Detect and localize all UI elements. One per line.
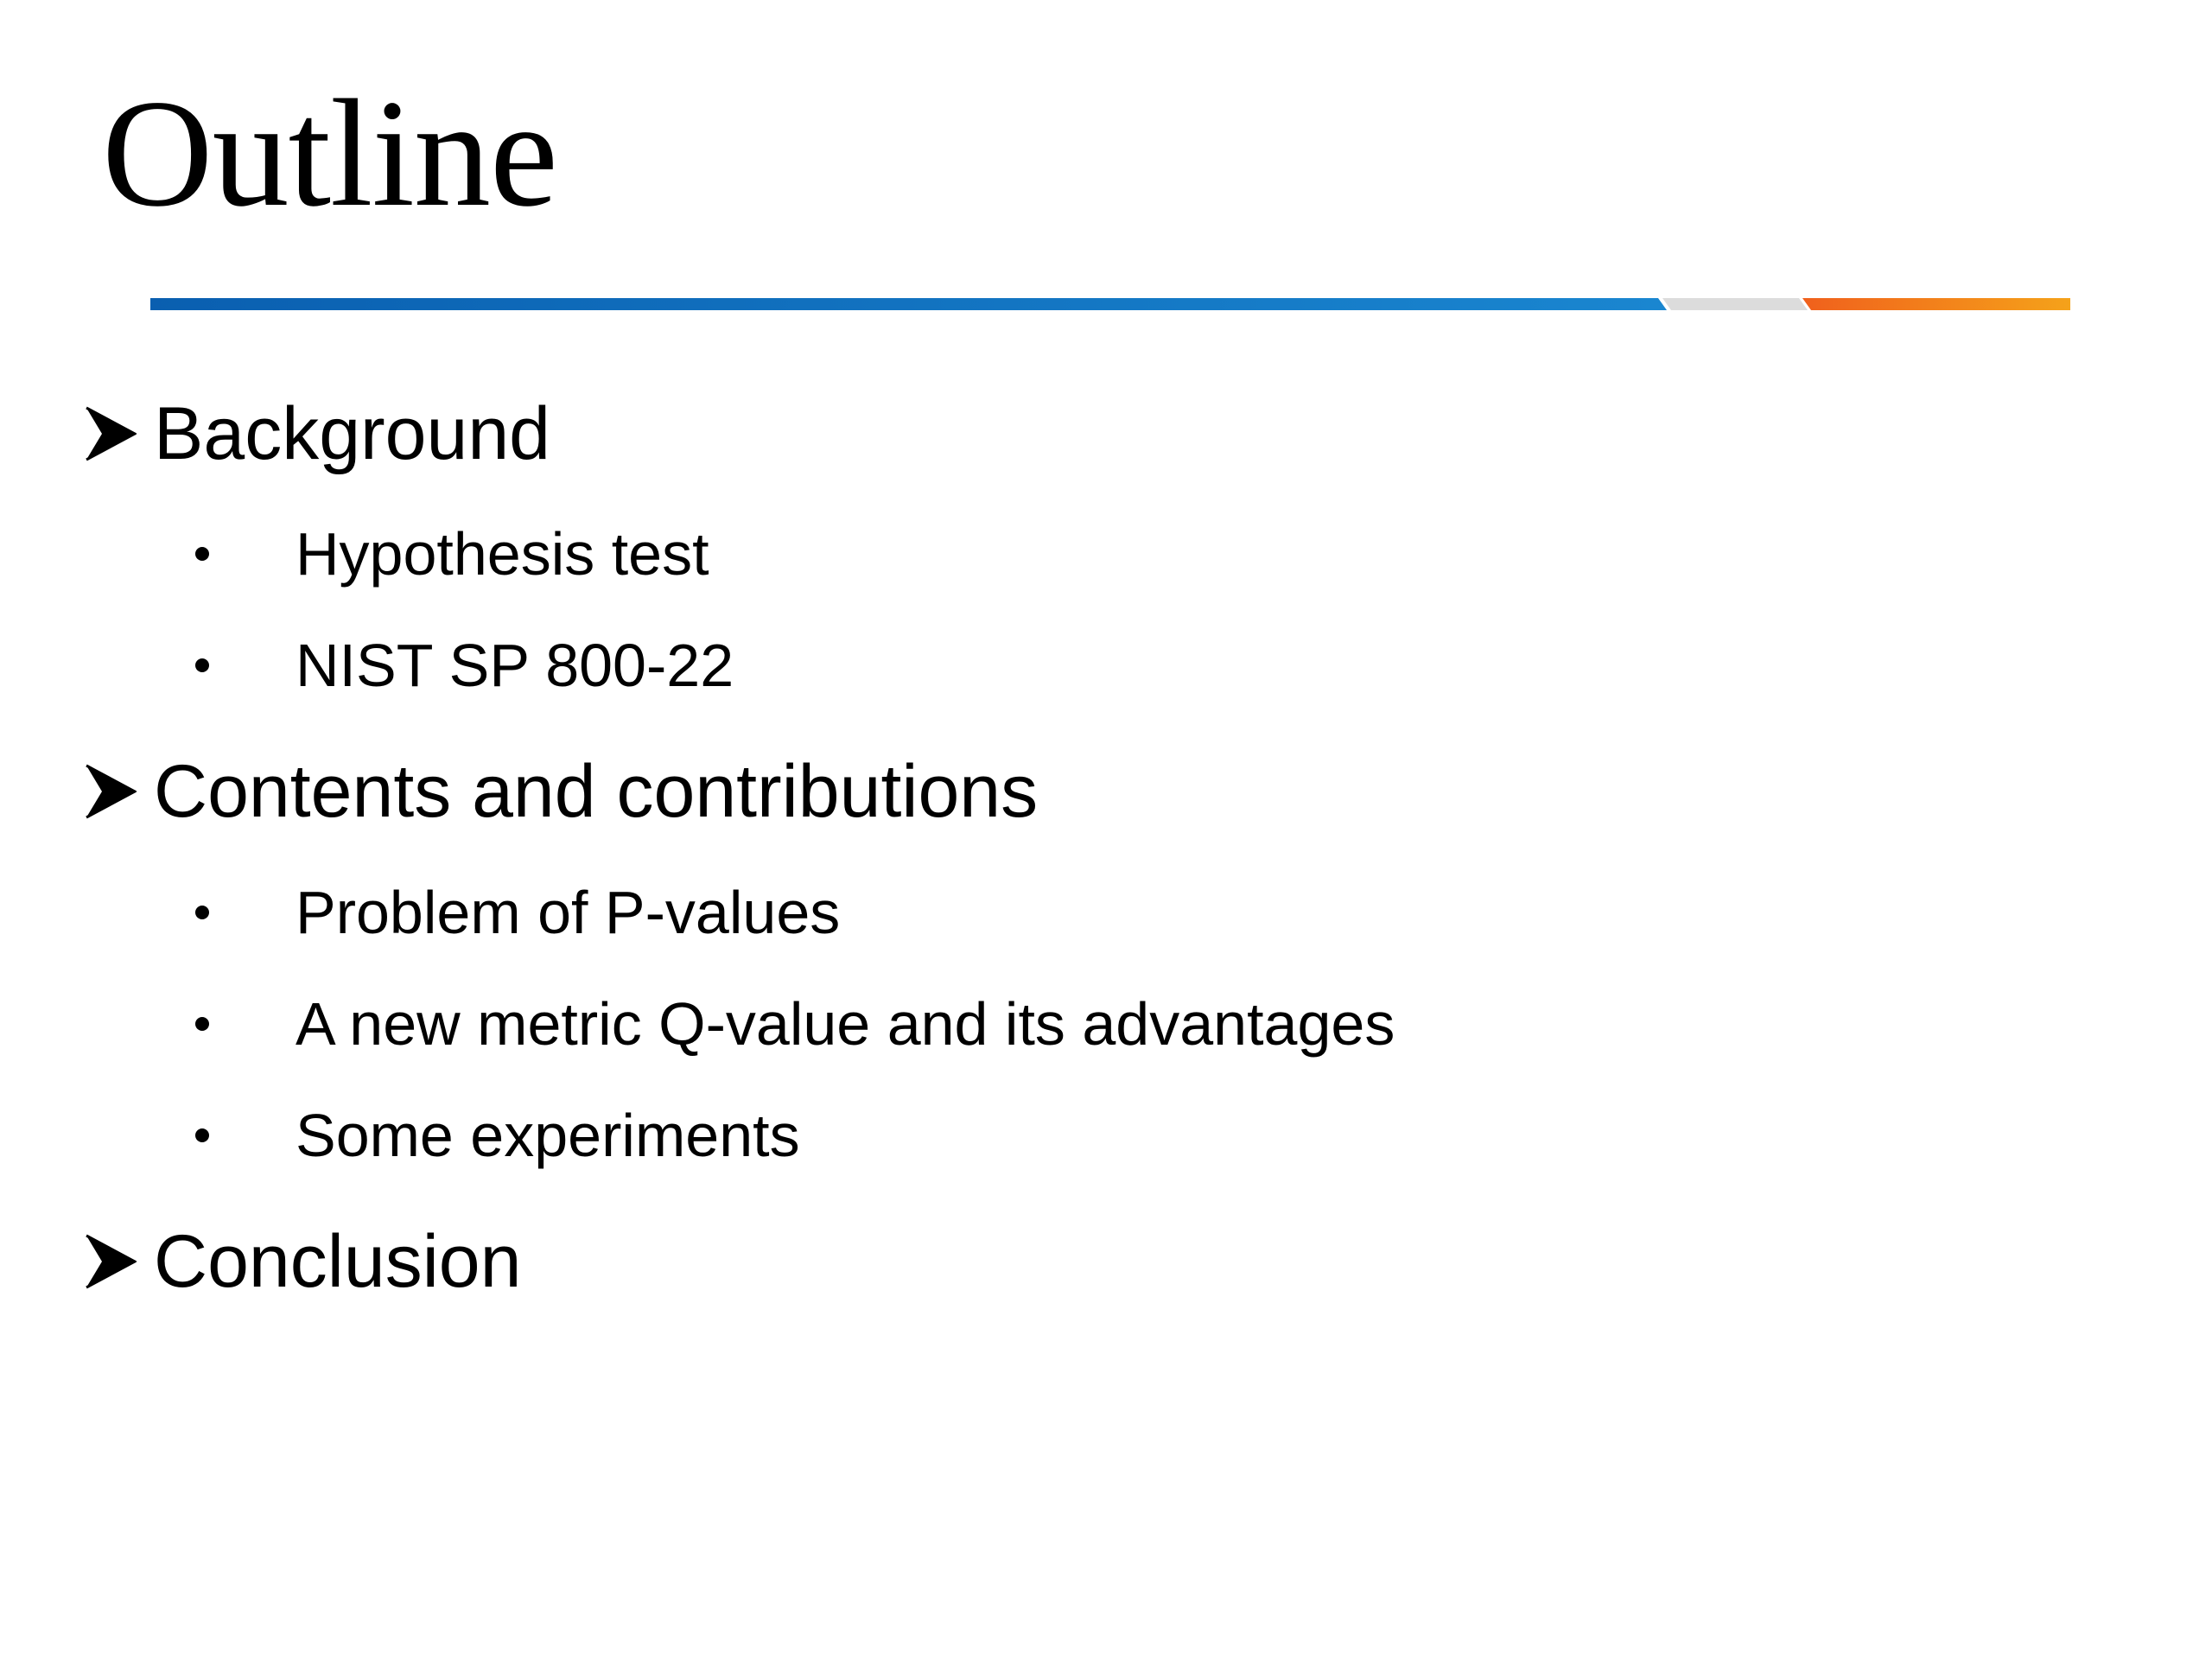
- bullet-dot: [195, 1017, 209, 1031]
- title-divider: [150, 296, 2070, 312]
- bullet-dot: [195, 547, 209, 561]
- list-item-p-values: [195, 874, 840, 951]
- slide-title: Outline: [102, 67, 557, 238]
- section-contents: [85, 744, 1038, 839]
- section-label: Contents and contributions: [154, 750, 1039, 833]
- bullet-dot: [195, 906, 209, 919]
- list-item-q-value: [195, 985, 1395, 1063]
- divider-graphic: [150, 296, 2070, 312]
- section-label: Background: [154, 392, 550, 475]
- arrowhead-icon: [85, 406, 137, 461]
- bullet-dot: [195, 658, 209, 672]
- arrowhead-icon: [85, 764, 137, 819]
- item-label: Some experiments: [296, 1102, 800, 1169]
- list-item-experiments: [195, 1096, 800, 1174]
- item-label: NIST SP 800-22: [296, 632, 734, 699]
- section-background: [85, 386, 550, 481]
- arrowhead-icon: [85, 1234, 137, 1289]
- divider-blue-segment: [150, 298, 1667, 310]
- list-item-hypothesis-test: [195, 515, 709, 593]
- section-label: Conclusion: [154, 1220, 522, 1303]
- bullet-dot: [195, 1128, 209, 1142]
- item-label: Hypothesis test: [296, 520, 709, 588]
- item-label: Problem of P-values: [296, 879, 841, 946]
- divider-grey-segment: [1662, 298, 1808, 310]
- item-label: A new metric Q-value and its advantages: [296, 990, 1395, 1058]
- divider-orange-segment: [1802, 298, 2070, 310]
- list-item-nist: [195, 626, 734, 704]
- section-conclusion: [85, 1214, 521, 1309]
